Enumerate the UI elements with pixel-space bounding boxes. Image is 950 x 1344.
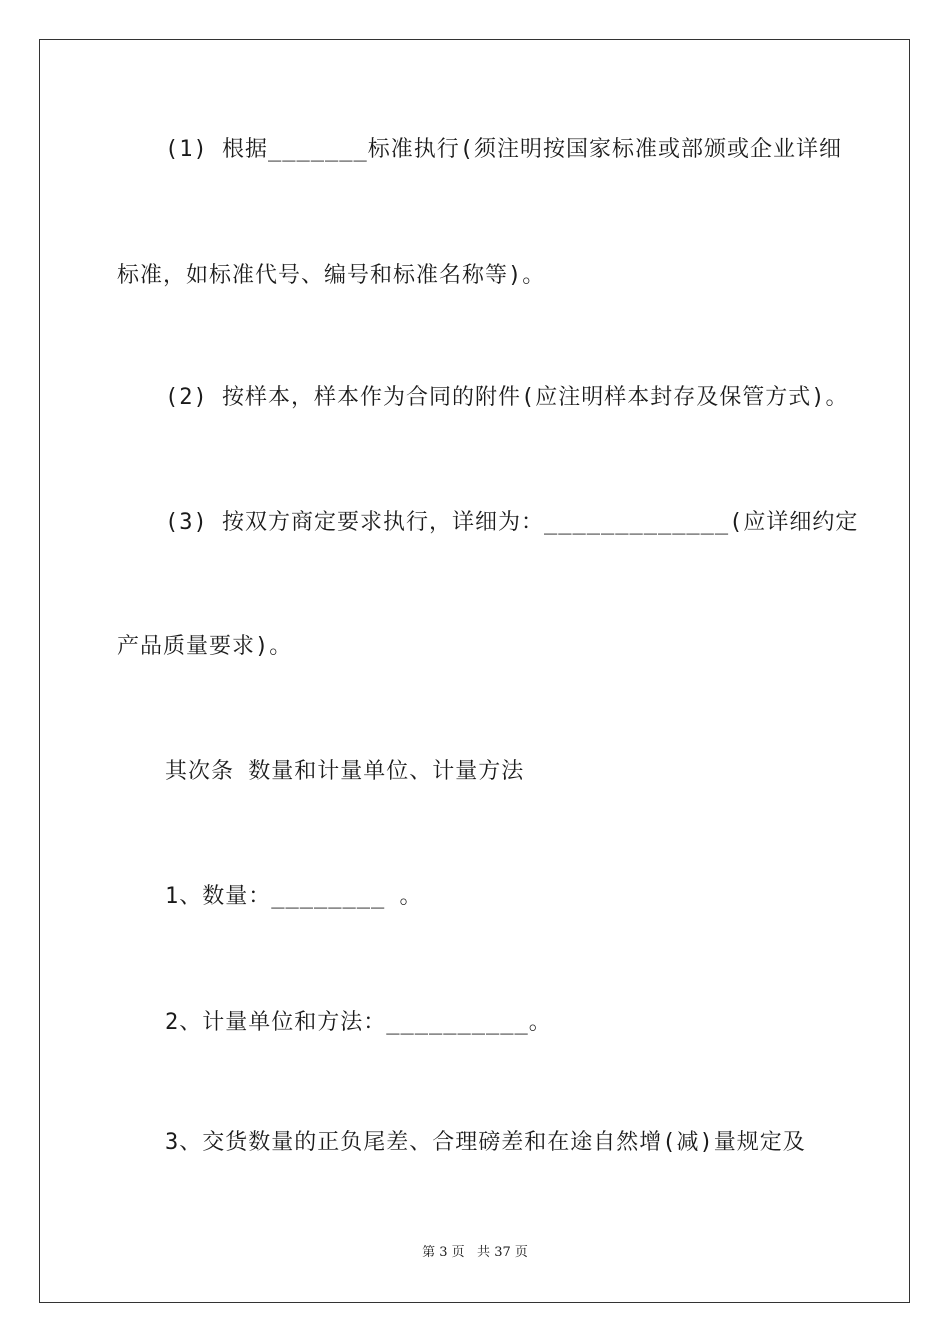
paragraph-agreed-requirements: (3) 按双方商定要求执行，详细为：_____________(应详细约定 — [165, 510, 859, 535]
paragraph-sample: (2) 按样本，样本作为合同的附件(应注明样本封存及保管方式)。 — [165, 385, 849, 410]
page-frame — [39, 39, 910, 1303]
section-heading-quantity: 其次条 数量和计量单位、计量方法 — [165, 759, 525, 784]
paragraph-quality-standard-cont: 标准，如标准代号、编号和标准名称等)。 — [117, 263, 546, 288]
paragraph-quality-standard: (1) 根据_______标准执行(须注明按国家标准或部颁或企业详细 — [165, 137, 842, 162]
paragraph-quantity: 1、数量：________ 。 — [165, 884, 423, 909]
paragraph-unit-method: 2、计量单位和方法：__________。 — [165, 1010, 552, 1035]
page-number-footer: 第 3 页 共 37 页 — [422, 1245, 528, 1260]
paragraph-agreed-requirements-cont: 产品质量要求)。 — [117, 634, 293, 659]
paragraph-tolerance: 3、交货数量的正负尾差、合理磅差和在途自然增(减)量规定及 — [165, 1130, 806, 1155]
